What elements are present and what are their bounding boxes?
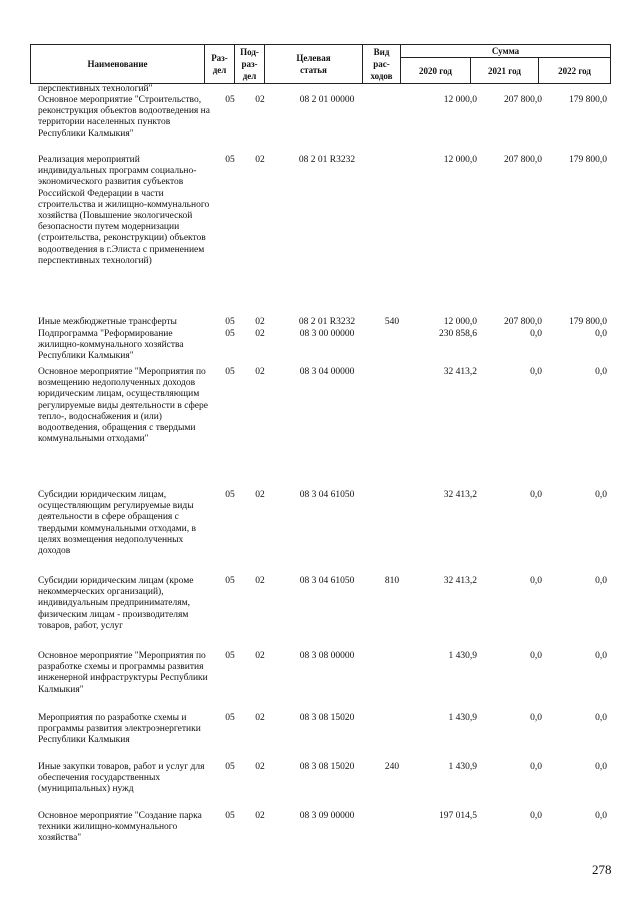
row-razdel: 05	[225, 713, 235, 723]
row-podrazdel: 02	[255, 95, 265, 105]
row-2022: 0,0	[595, 490, 607, 500]
row-podrazdel: 02	[255, 713, 265, 723]
row-podrazdel: 02	[255, 811, 265, 821]
row-celevaya: 08 3 08 00000	[299, 651, 355, 661]
row-vid: 540	[384, 317, 400, 327]
row-celevaya: 08 3 08 15020	[299, 762, 355, 772]
header-2020: 2020 год	[401, 58, 471, 84]
row-razdel: 05	[225, 367, 235, 377]
row-2020: 32 413,2	[443, 367, 477, 377]
header-podrazdel: Под- раз- дел	[235, 45, 265, 84]
row-name: перспективных технологий"	[38, 84, 153, 94]
row-name: Субсидии юридическим лицам (кроме некоммерческих организаций), индивидуальным предпринимателям, физическим лицам - производителям товаров, работ, услуг	[38, 576, 194, 631]
row-razdel: 05	[225, 317, 235, 327]
row-podrazdel: 02	[255, 651, 265, 661]
row-podrazdel: 02	[255, 317, 265, 327]
row-razdel: 05	[225, 155, 235, 165]
header-2021: 2021 год	[471, 58, 539, 84]
row-name: Мероприятия по разработке схемы и программы развития электроэнергетики Республики Калмыкия	[38, 713, 201, 746]
row-2020: 32 413,2	[443, 490, 477, 500]
row-2021: 207 800,0	[504, 95, 542, 105]
row-celevaya: 08 3 08 15020	[299, 713, 355, 723]
table-header	[30, 44, 611, 84]
row-2022: 0,0	[595, 811, 607, 821]
row-2022: 0,0	[595, 713, 607, 723]
row-name: Основное мероприятие "Строительство, реконструкция объектов водоотведения на территории населенных пунктов Республики Калмыкия"	[38, 95, 210, 139]
row-2021: 0,0	[530, 576, 542, 586]
row-2022: 0,0	[595, 576, 607, 586]
row-2022: 0,0	[595, 762, 607, 772]
row-2020: 32 413,2	[443, 576, 477, 586]
row-name: Реализация мероприятий индивидуальных программ социально-экономического развития субъектов Российской Федерации в части строительства и жилищно-коммунального хозяйства (Повышение экологической безопасности путем модернизации (строительства, реконструкции) объектов водоотведения в г.Элиста с применением перспективных технологий)	[38, 155, 210, 266]
row-vid: 810	[384, 576, 400, 586]
row-2022: 0,0	[595, 329, 607, 339]
row-2021: 0,0	[530, 367, 542, 377]
header-2022: 2022 год	[539, 58, 611, 84]
row-2020: 230 858,6	[439, 329, 477, 339]
row-name: Основное мероприятие "Мероприятия по разработке схемы и программы развития инженерной инфраструктуры Республики Калмыкия"	[38, 651, 208, 695]
row-celevaya: 08 2 01 00000	[299, 95, 355, 105]
row-2022: 179 800,0	[569, 155, 607, 165]
row-2021: 0,0	[530, 713, 542, 723]
row-vid: 240	[384, 762, 400, 772]
row-podrazdel: 02	[255, 329, 265, 339]
row-2020: 1 430,9	[448, 651, 477, 661]
row-podrazdel: 02	[255, 762, 265, 772]
row-celevaya: 08 3 04 61050	[299, 490, 355, 500]
row-razdel: 05	[225, 95, 235, 105]
row-2022: 0,0	[595, 651, 607, 661]
row-2020: 12 000,0	[443, 95, 477, 105]
row-name: Субсидии юридическим лицам, осуществляющим регулируемые виды деятельности в сфере обращения с твердыми коммунальными отходами, в целях возмещения недополученных доходов	[38, 490, 197, 557]
row-2022: 0,0	[595, 367, 607, 377]
row-2020: 12 000,0	[443, 155, 477, 165]
row-2021: 0,0	[530, 811, 542, 821]
row-2022: 179 800,0	[569, 95, 607, 105]
row-celevaya: 08 2 01 R3232	[298, 155, 356, 165]
row-2021: 207 800,0	[504, 317, 542, 327]
row-name: Основное мероприятие "Мероприятия по возмещению недополученных доходов юридическим лицам, осуществляющим регулируемые виды деятельности в сфере тепло-, водоснабжения и (или) водоотведения, обращения с твердыми коммунальными отходами"	[38, 367, 208, 445]
row-2020: 197 014,5	[439, 811, 477, 821]
row-celevaya: 08 3 00 00000	[299, 329, 355, 339]
header-vid: Вид рас- ходов	[363, 45, 401, 84]
row-celevaya: 08 3 04 61050	[299, 576, 355, 586]
row-razdel: 05	[225, 329, 235, 339]
row-2021: 207 800,0	[504, 155, 542, 165]
row-2021: 0,0	[530, 762, 542, 772]
row-razdel: 05	[225, 651, 235, 661]
row-2020: 1 430,9	[448, 762, 477, 772]
row-name: Иные закупки товаров, работ и услуг для обеспечения государственных (муниципальных) нужд	[38, 762, 205, 795]
row-2021: 0,0	[530, 490, 542, 500]
row-2020: 12 000,0	[443, 317, 477, 327]
row-celevaya: 08 2 01 R3232	[298, 317, 356, 327]
row-name: Подпрограмма "Реформирование жилищно-коммунального хозяйства Республики Калмыкия"	[38, 329, 184, 362]
row-2021: 0,0	[530, 329, 542, 339]
row-2022: 179 800,0	[569, 317, 607, 327]
row-name: Иные межбюджетные трансферты	[38, 317, 177, 327]
header-summa: Сумма	[401, 45, 611, 58]
row-podrazdel: 02	[255, 367, 265, 377]
header-name: Наименование	[31, 45, 205, 84]
row-razdel: 05	[225, 762, 235, 772]
row-razdel: 05	[225, 811, 235, 821]
row-podrazdel: 02	[255, 155, 265, 165]
row-podrazdel: 02	[255, 576, 265, 586]
row-podrazdel: 02	[255, 490, 265, 500]
row-name: Основное мероприятие "Создание парка техники жилищно-коммунального хозяйства"	[38, 811, 202, 844]
row-razdel: 05	[225, 576, 235, 586]
row-2021: 0,0	[530, 651, 542, 661]
row-celevaya: 08 3 04 00000	[299, 367, 355, 377]
header-razdel: Раз- дел	[205, 45, 235, 84]
page-number: 278	[592, 862, 612, 877]
row-razdel: 05	[225, 490, 235, 500]
row-2020: 1 430,9	[448, 713, 477, 723]
header-celevaya: Целевая статья	[265, 45, 363, 84]
row-celevaya: 08 3 09 00000	[299, 811, 355, 821]
